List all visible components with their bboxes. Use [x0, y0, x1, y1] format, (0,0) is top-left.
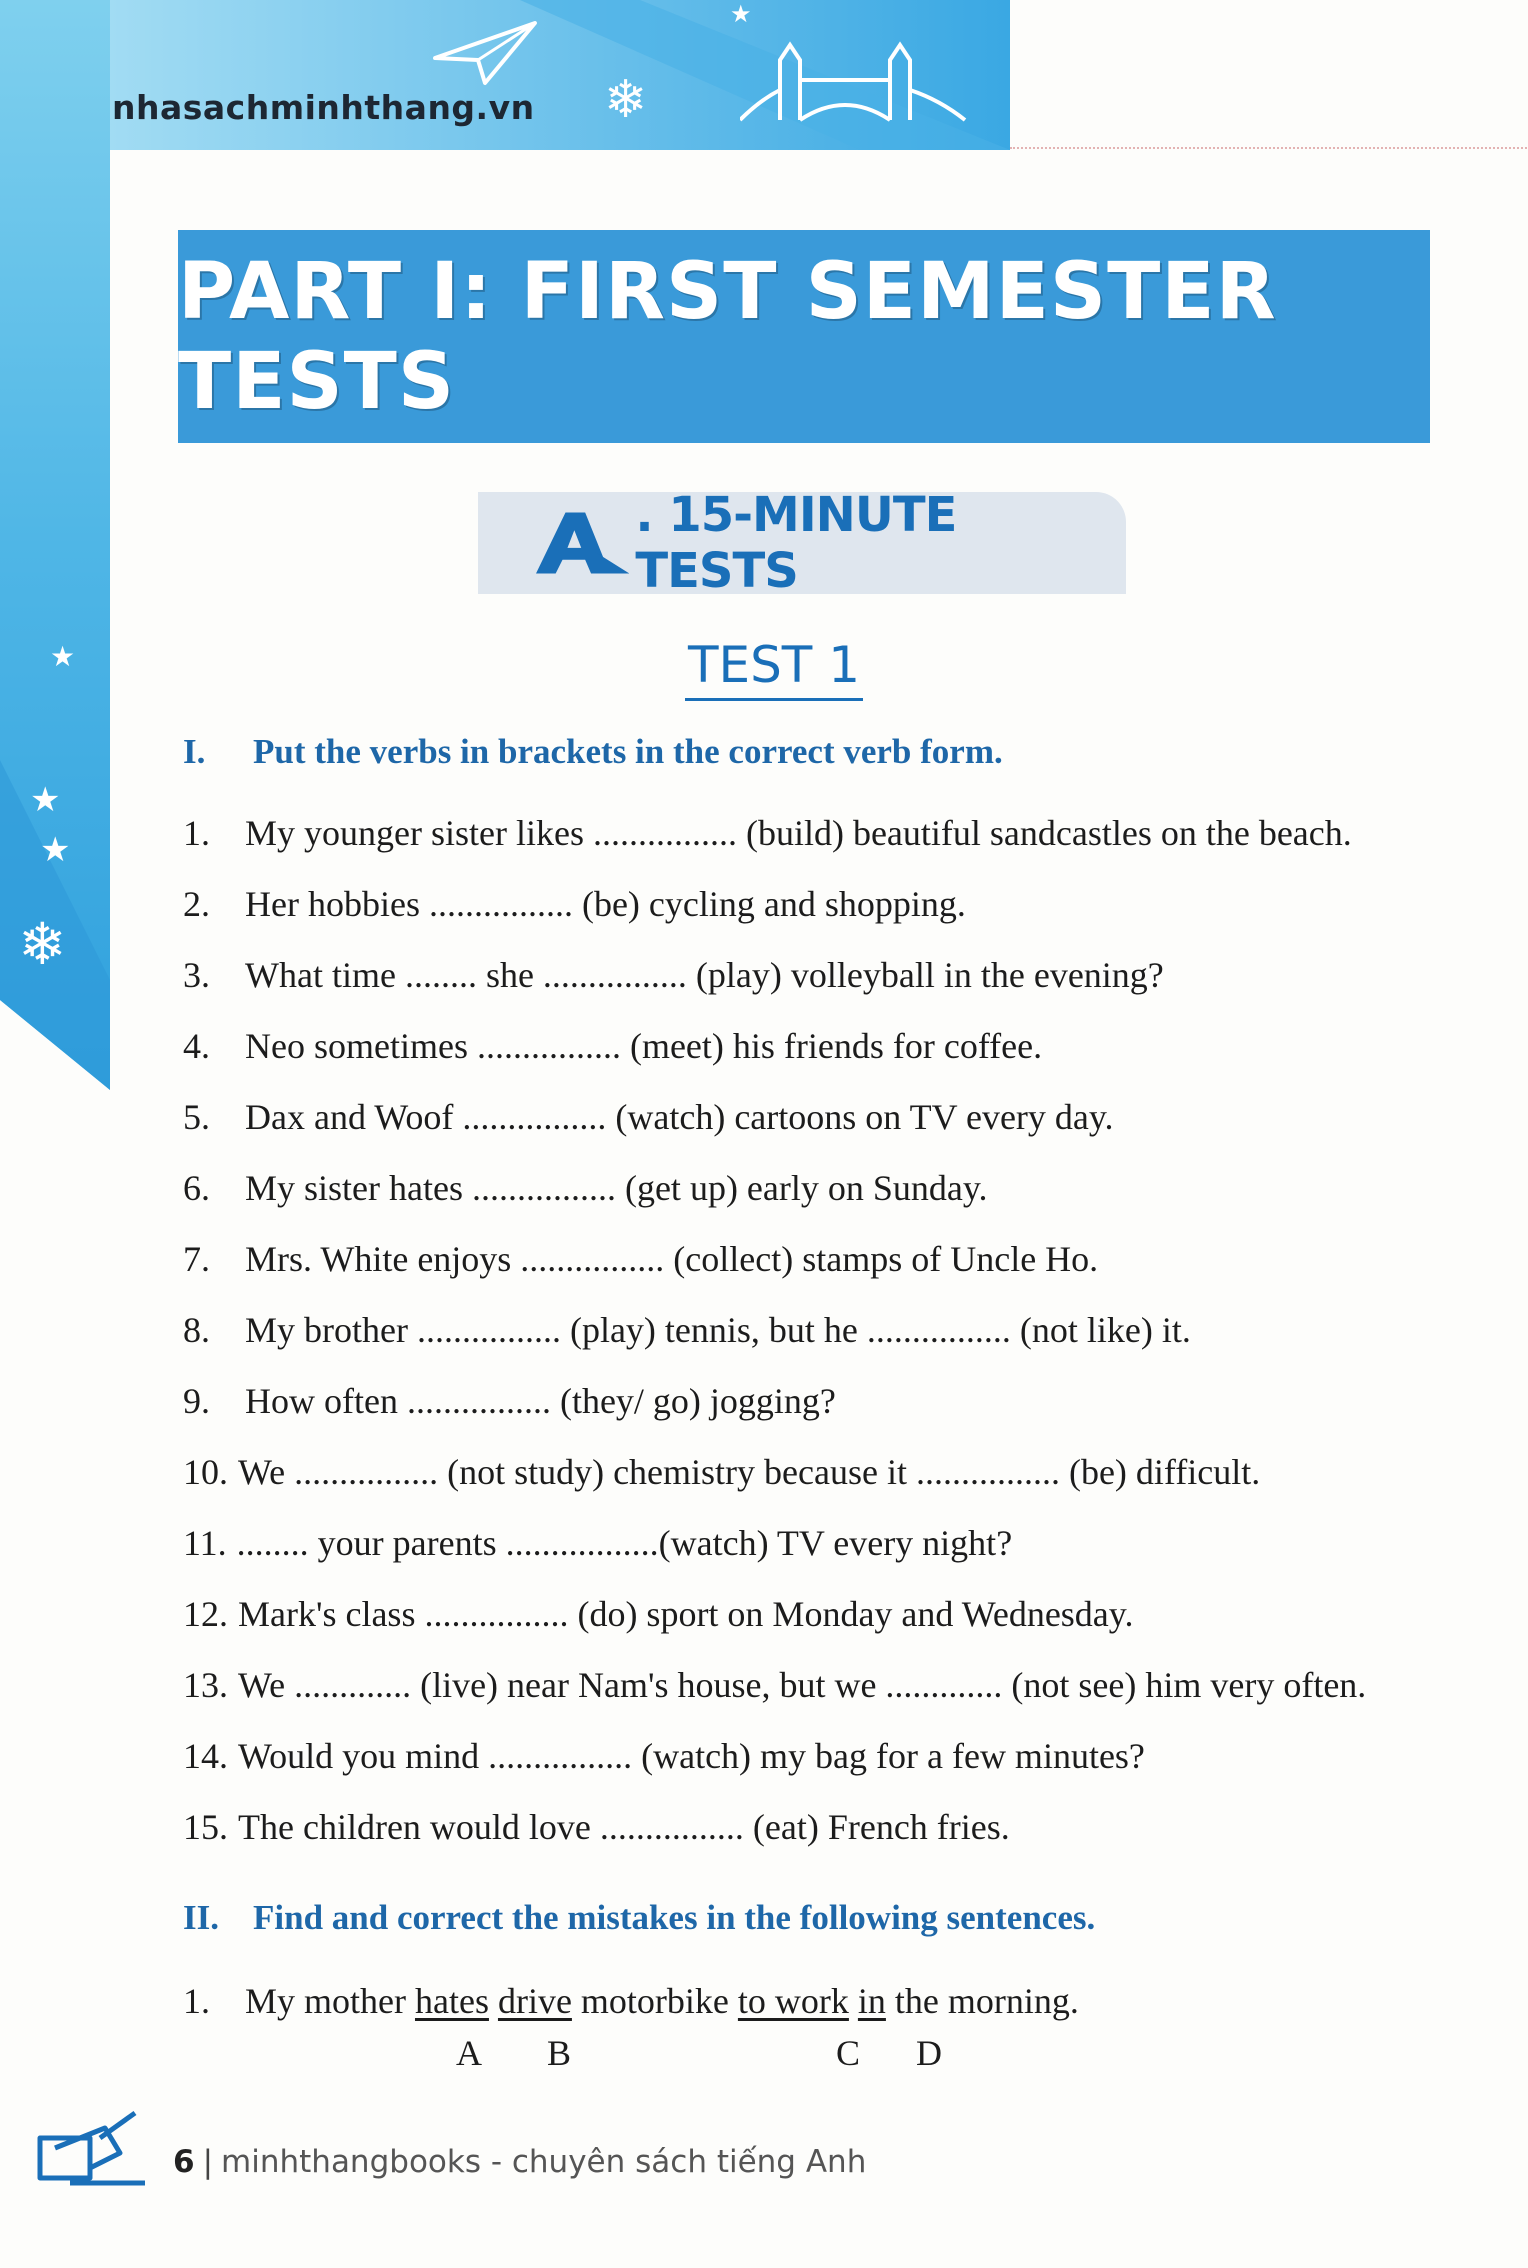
- question-number: 8.: [183, 1310, 210, 1350]
- question-item: [183, 1593, 1133, 1635]
- star-icon: ★: [50, 640, 76, 673]
- tower-bridge-icon: [740, 20, 970, 125]
- question-text: The children would love ................ (eat) French fries.: [238, 1807, 1010, 1847]
- question-number: 6.: [183, 1168, 210, 1208]
- question-item: [183, 1664, 1366, 1706]
- question-item: [183, 1451, 1260, 1493]
- part-title: PART I: FIRST SEMESTER TESTS: [178, 246, 1277, 427]
- question-number: 2.: [183, 884, 210, 924]
- question-text: We ............. (live) near Nam's house, but we ............. (not see) him very often.: [238, 1665, 1367, 1705]
- option-label: A: [456, 2033, 482, 2073]
- question-text: What time ........ she ................ (play) volleyball in the evening?: [245, 955, 1164, 995]
- question-item: [183, 1735, 1145, 1777]
- option-d-underline: in: [857, 1981, 886, 2021]
- question-number: 10.: [183, 1452, 228, 1492]
- question-item: [183, 883, 966, 925]
- test-title: TEST 1: [685, 636, 863, 701]
- section-banner: [478, 487, 1126, 599]
- question-item: [183, 812, 1352, 854]
- question-item: [183, 1806, 1010, 1848]
- option-b-underline: drive: [497, 1981, 572, 2021]
- question-text: Mrs. White enjoys ................ (collect) stamps of Uncle Ho.: [245, 1239, 1099, 1279]
- question-number: 9.: [183, 1381, 210, 1421]
- question-text: [489, 1981, 498, 2021]
- question-text: We ................ (not study) chemistry because it ................ (be) difficult.: [238, 1452, 1261, 1492]
- snowflake-icon: ❄: [18, 910, 67, 978]
- option-c-underline: to work: [737, 1981, 849, 2021]
- question-text: How often ................ (they/ go) jogging?: [245, 1381, 836, 1421]
- question-text: the morning.: [885, 1981, 1079, 2021]
- test-title-wrap: [0, 636, 1528, 701]
- paper-plane-icon: [430, 18, 540, 88]
- option-a-underline: hates: [414, 1981, 489, 2021]
- question-number: 12.: [183, 1594, 228, 1634]
- question-text: Dax and Woof ................ (watch) cartoons on TV every day.: [245, 1097, 1114, 1137]
- question-number: 1.: [183, 1981, 210, 2021]
- question-number: 15.: [183, 1807, 228, 1847]
- footer-text: minhthangbooks - chuyên sách tiếng Anh: [221, 2144, 867, 2180]
- question-number: 13.: [183, 1665, 228, 1705]
- question-item: [183, 1522, 1012, 1564]
- question-number: 11.: [183, 1523, 227, 1563]
- site-name: nhasachminhthang.vn: [112, 88, 535, 127]
- star-icon: ★: [730, 0, 752, 28]
- question-item: [183, 1025, 1042, 1067]
- star-icon: ★: [40, 830, 71, 870]
- option-label: B: [547, 2033, 572, 2073]
- question-item: [183, 1238, 1098, 1280]
- divider: [1010, 147, 1528, 149]
- page-card: [112, 158, 1528, 2268]
- question-item: [183, 1980, 1079, 2022]
- option-label: C: [836, 2033, 861, 2073]
- question-number: 7.: [183, 1239, 210, 1279]
- section-instruction: Find and correct the mistakes in the following sentences.: [253, 1898, 1096, 1937]
- question-item: [183, 1167, 988, 1209]
- question-text: My younger sister likes ................ (build) beautiful sandcastles on the beach.: [245, 813, 1352, 853]
- letter-a-icon: [536, 512, 629, 574]
- section-instruction: Put the verbs in brackets in the correct verb form.: [253, 732, 1003, 771]
- page-number: 6: [173, 2144, 195, 2180]
- question-item: [183, 1309, 1191, 1351]
- question-text: My mother: [245, 1981, 415, 2021]
- section-heading: [183, 732, 1003, 772]
- section-number: I.: [183, 732, 206, 771]
- book-pen-icon: [30, 2108, 150, 2188]
- section-heading: [183, 1898, 1095, 1938]
- question-text: ........ your parents .................(watch) TV every night?: [236, 1523, 1013, 1563]
- section-title: . 15-MINUTE TESTS: [635, 487, 957, 599]
- question-number: 14.: [183, 1736, 228, 1776]
- question-number: 1.: [183, 813, 210, 853]
- question-text: My sister hates ................ (get up) early on Sunday.: [245, 1168, 988, 1208]
- footer: [173, 2144, 866, 2180]
- question-text: Her hobbies ................ (be) cycling and shopping.: [245, 884, 966, 924]
- question-item: [183, 1096, 1114, 1138]
- part-banner: [178, 230, 1430, 443]
- question-number: 3.: [183, 955, 210, 995]
- question-text: Mark's class ................ (do) sport on Monday and Wednesday.: [238, 1594, 1134, 1634]
- section-number: II.: [183, 1898, 219, 1937]
- question-text: [849, 1981, 858, 2021]
- snowflake-icon: ❄: [604, 70, 648, 130]
- question-text: motorbike: [571, 1981, 738, 2021]
- question-item: [183, 1380, 836, 1422]
- question-text: Would you mind ................ (watch) my bag for a few minutes?: [238, 1736, 1145, 1776]
- question-text: Neo sometimes ................ (meet) his friends for coffee.: [245, 1026, 1043, 1066]
- footer-separator: |: [202, 2144, 214, 2180]
- question-item: [183, 954, 1164, 996]
- question-number: 4.: [183, 1026, 210, 1066]
- star-icon: ★: [30, 780, 61, 820]
- option-label: D: [916, 2033, 942, 2073]
- question-number: 5.: [183, 1097, 210, 1137]
- question-text: My brother ................ (play) tennis, but he ................ (not like) it.: [245, 1310, 1191, 1350]
